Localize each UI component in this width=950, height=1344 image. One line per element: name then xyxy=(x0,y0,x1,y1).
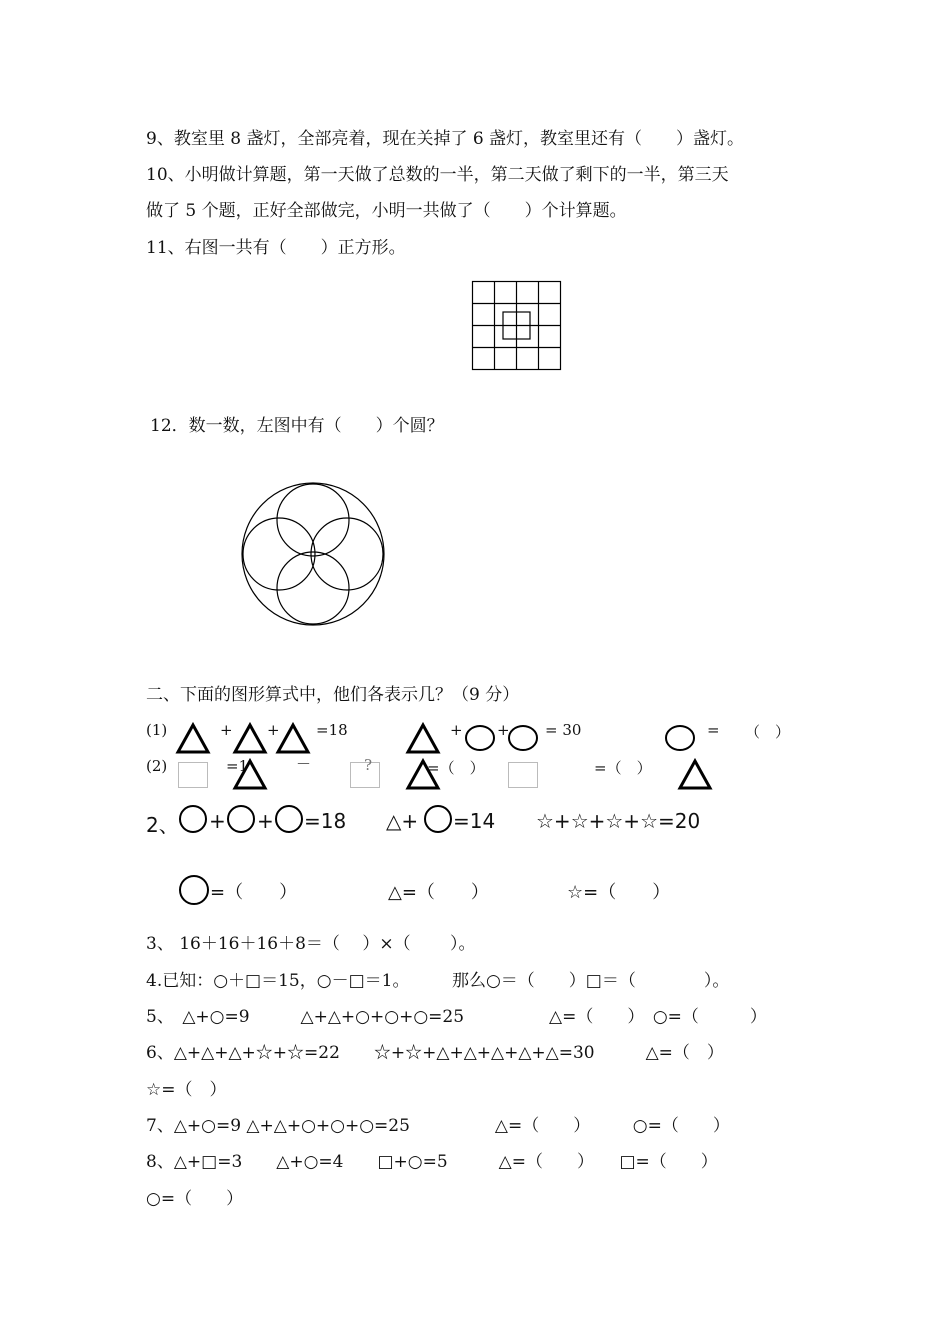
square-grid-figure xyxy=(472,281,562,371)
equals-18: =18 xyxy=(304,809,347,833)
triangle-icon xyxy=(406,722,440,754)
triangle-icon xyxy=(233,722,267,754)
circle-icon xyxy=(178,804,208,834)
triangle-icon xyxy=(176,722,210,754)
plus-sign: + xyxy=(267,721,280,739)
star-answer: ☆=（ ） xyxy=(567,882,671,903)
answer-blank: （ ） xyxy=(745,723,791,741)
answer-blank: =（ ） xyxy=(594,759,652,777)
question-4: 4.已知：○＋□＝15，○－□＝1。 那么○＝（ ）□＝（ ）。 xyxy=(146,971,730,991)
equals-18: =18 xyxy=(316,721,348,739)
circle-icon xyxy=(464,724,496,752)
row-1-label: (1) xyxy=(146,721,168,739)
plus-sign: + xyxy=(257,809,274,833)
question-7: 7、△+○=9 △+△+○+○+○=25 △=（ ） ○=（ ） xyxy=(146,1116,730,1136)
circle-icon xyxy=(178,874,210,906)
question-12: 12．数一数，左图中有（ ）个圆？ xyxy=(150,416,444,436)
question-6-line1: 6、△+△+△+☆+☆=22 ☆+☆+△+△+△+△+△=30 △=（ ） xyxy=(146,1043,724,1063)
plus-sign: + xyxy=(220,721,233,739)
circle-icon xyxy=(274,804,304,834)
triangle-answer: △=（ ） xyxy=(388,882,489,903)
circles-figure xyxy=(240,482,390,632)
circle-icon xyxy=(664,724,696,752)
question-2-prefix: 2、 xyxy=(146,813,179,837)
equals-30: = 30 xyxy=(545,721,582,739)
question-9: 9、教室里 8 盏灯，全部亮着，现在关掉了 6 盏灯，教室里还有（ ）盏灯。 xyxy=(146,129,745,149)
question-5: 5、 △+○=9 △+△+○+○+○=25 △=（ ） ○=（ ） xyxy=(146,1007,767,1027)
circle-icon xyxy=(423,804,453,834)
circle-icon xyxy=(226,804,256,834)
question-8-line2: ○=（ ） xyxy=(146,1189,244,1209)
partial-text: ? xyxy=(364,756,373,774)
plus-sign: + xyxy=(209,809,226,833)
equals-sign: = xyxy=(707,721,720,739)
equals-14: =14 xyxy=(453,809,496,833)
square-icon xyxy=(178,762,208,788)
circle-icon xyxy=(507,724,539,752)
triangle-plus: △+ xyxy=(386,809,419,833)
triangle-icon xyxy=(678,758,712,790)
row-2-label: (2) xyxy=(146,757,168,775)
plus-sign: + xyxy=(497,721,510,739)
minus-sign: － xyxy=(296,755,312,773)
section-2-heading: 二、下面的图形算式中，他们各表示几？（9 分） xyxy=(146,685,520,705)
triangle-icon xyxy=(276,722,310,754)
square-icon xyxy=(508,762,538,788)
question-10-line1: 10、小明做计算题，第一天做了总数的一半，第二天做了剩下的一半，第三天 xyxy=(146,165,729,185)
question-8-line1: 8、△+□=3 △+○=4 □+○=5 △=（ ） □=（ ） xyxy=(146,1152,718,1172)
circle-answer: =（ ） xyxy=(210,882,298,903)
plus-sign: + xyxy=(450,721,463,739)
triangle-icon xyxy=(233,758,267,790)
equals-partial: =1 xyxy=(226,757,249,775)
question-11: 11、右图一共有（ ）正方形。 xyxy=(146,238,406,258)
answer-blank: =（ ） xyxy=(427,759,485,777)
star-equation: ☆+☆+☆+☆=20 xyxy=(536,809,701,833)
question-3: 3、 16＋16＋16＋8＝（ ）×（ ）。 xyxy=(146,934,476,954)
question-6-line2: ☆=（ ） xyxy=(146,1080,227,1100)
question-10-line2: 做了 5 个题，正好全部做完，小明一共做了（ ）个计算题。 xyxy=(146,201,627,221)
